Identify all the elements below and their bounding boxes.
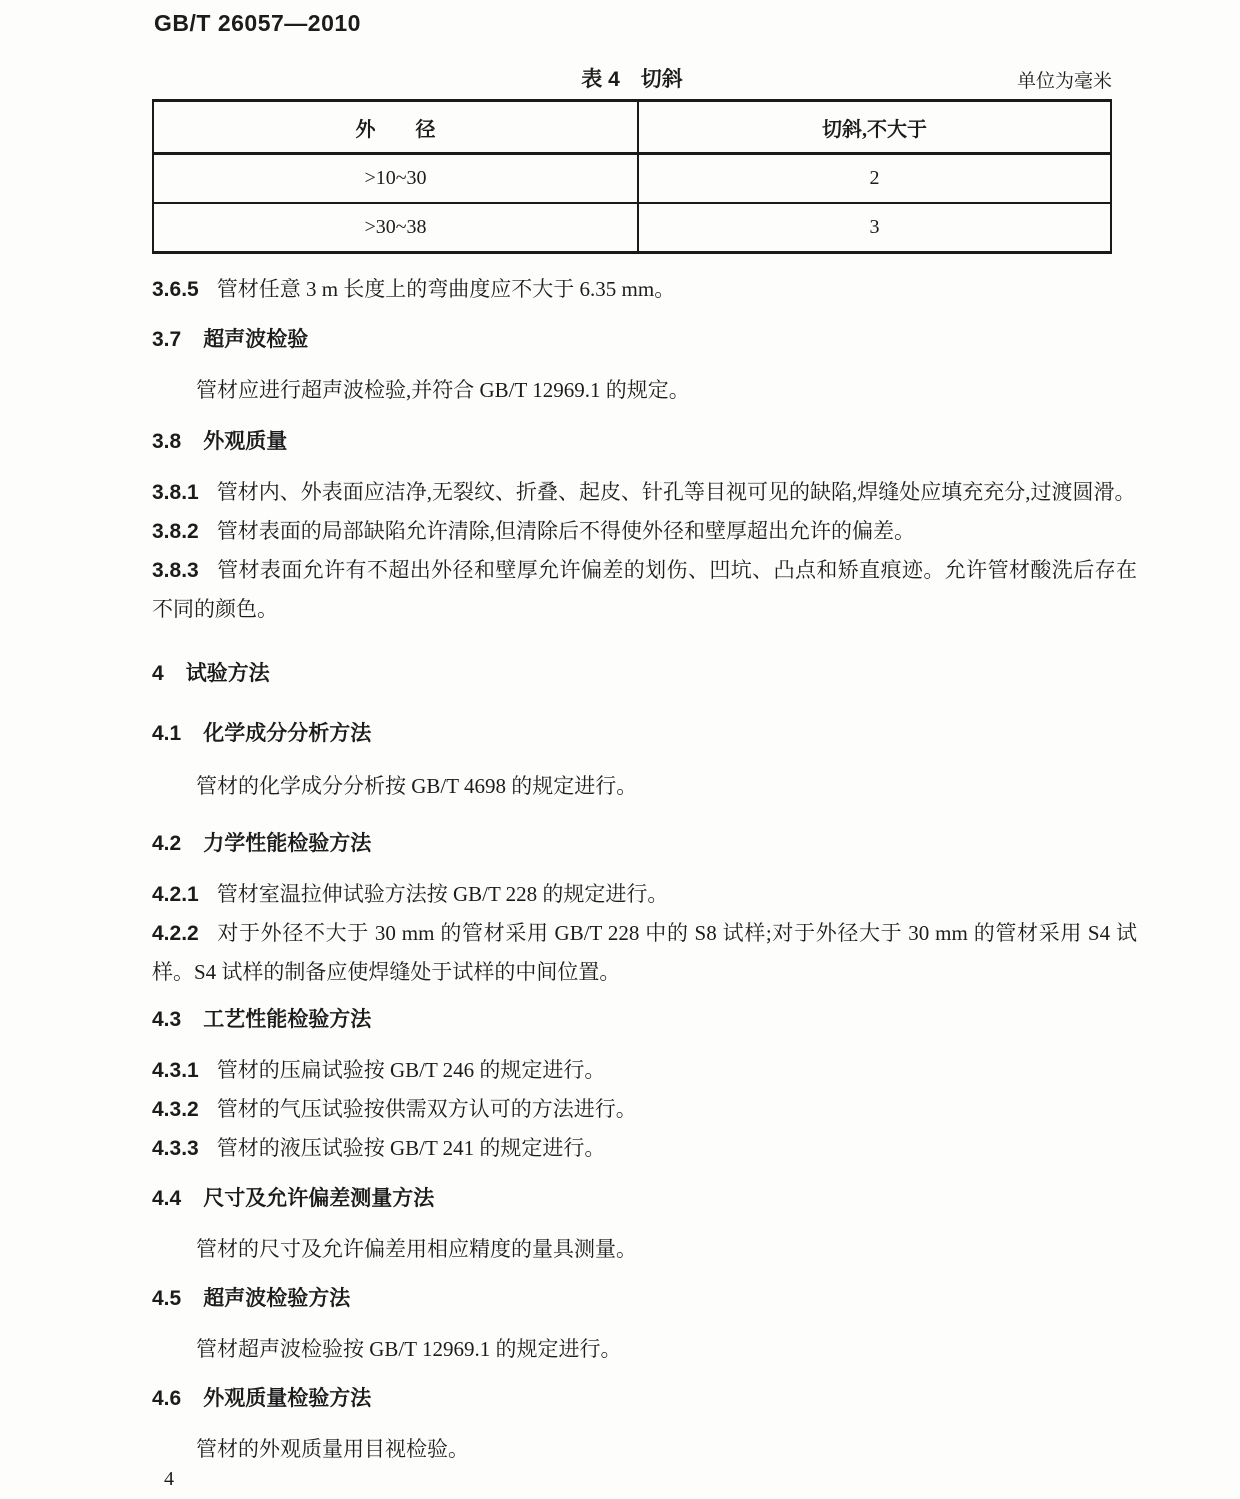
- cell-diameter-range: >10~30: [153, 154, 638, 204]
- clause-number: 3.8.1: [152, 481, 199, 504]
- section-number: 4.5: [152, 1287, 182, 1310]
- clause-3-8-3: [152, 551, 1137, 628]
- section-heading-3-7: [152, 321, 1137, 359]
- clause-text: 管材的液压试验按 GB/T 241 的规定进行。: [216, 1136, 606, 1160]
- clause-number: 4.3.3: [152, 1137, 199, 1160]
- paragraph-4-1: 管材的化学成分分析按 GB/T 4698 的规定进行。: [196, 774, 638, 798]
- section-title: 超声波检验方法: [203, 1287, 351, 1310]
- clause-number: 4.2.2: [152, 922, 199, 945]
- clause-4-2-1: [152, 875, 1137, 914]
- clause-4-3-3: [152, 1129, 1137, 1168]
- clause-text: 管材任意 3 m 长度上的弯曲度应不大于 6.35 mm。: [216, 277, 676, 301]
- section-number: 4.2: [152, 832, 182, 855]
- clause-number: 4.2.1: [152, 883, 199, 906]
- section-title: 超声波检验: [203, 328, 309, 351]
- column-header-outer-diameter: 外 径: [153, 101, 638, 154]
- clause-4-3-1: [152, 1051, 1137, 1090]
- section-heading-4-3: [152, 1001, 1137, 1039]
- section-number: 3.7: [152, 328, 182, 351]
- section-heading-4-2: [152, 825, 1137, 863]
- section-heading-4-4: [152, 1180, 1137, 1218]
- clause-number: 3.8.3: [152, 559, 199, 582]
- section-title: 化学成分分析方法: [203, 722, 372, 745]
- table-caption-row: [152, 63, 1112, 93]
- section-title: 力学性能检验方法: [203, 832, 372, 855]
- section-title: 外观质量检验方法: [203, 1387, 372, 1410]
- section-number: 4: [152, 662, 164, 685]
- clause-text: 管材表面允许有不超出外径和壁厚允许偏差的划伤、凹坑、凸点和矫直痕迹。允许管材酸洗后存在不同的颜色。: [152, 558, 1137, 621]
- clause-text: 管材室温拉伸试验方法按 GB/T 228 的规定进行。: [216, 882, 669, 906]
- clause-4-3-2: [152, 1090, 1137, 1129]
- clause-3-8-2: [152, 512, 1137, 551]
- clause-text: 管材内、外表面应洁净,无裂纹、折叠、起皮、针孔等目视可见的缺陷,焊缝处应填充充分,过渡圆滑。: [216, 480, 1136, 504]
- standard-number: GB/T 26057—2010: [154, 10, 361, 36]
- section-heading-4-1: [152, 715, 1137, 753]
- clause-text: 对于外径不大于 30 mm 的管材采用 GB/T 228 中的 S8 试样;对于外径大于 30 mm 的管材采用 S4 试样。S4 试样的制备应使焊缝处于试样的中间位置。: [152, 921, 1137, 984]
- section-title: 工艺性能检验方法: [203, 1008, 372, 1031]
- section-number: 3.8: [152, 430, 182, 453]
- paragraph-3-7: 管材应进行超声波检验,并符合 GB/T 12969.1 的规定。: [196, 378, 690, 402]
- section-title: 试验方法: [185, 662, 270, 685]
- table-header-row: [153, 101, 1111, 154]
- section-number: 4.1: [152, 722, 182, 745]
- clause-3-6-5: [152, 270, 1137, 309]
- clause-text: 管材的压扁试验按 GB/T 246 的规定进行。: [216, 1058, 606, 1082]
- clause-number: 4.3.2: [152, 1098, 199, 1121]
- page-number: 4: [164, 1468, 174, 1490]
- clause-number: 3.8.2: [152, 520, 199, 543]
- paragraph-4-6: 管材的外观质量用目视检验。: [196, 1437, 469, 1461]
- clause-text: 管材的气压试验按供需双方认可的方法进行。: [216, 1097, 637, 1121]
- column-header-cut-slant-max: 切斜,不大于: [638, 101, 1111, 154]
- table-row: [153, 154, 1111, 204]
- section-heading-4-5: [152, 1280, 1137, 1318]
- cell-diameter-range: >30~38: [153, 203, 638, 253]
- table-4-cut-slant: [152, 99, 1112, 254]
- section-number: 4.6: [152, 1387, 182, 1410]
- section-number: 4.3: [152, 1008, 182, 1031]
- section-title: 外观质量: [203, 430, 288, 453]
- clause-text: 管材表面的局部缺陷允许清除,但清除后不得使外径和壁厚超出允许的偏差。: [216, 519, 915, 543]
- table-caption: 表 4 切斜: [581, 68, 683, 91]
- clause-4-2-2: [152, 914, 1137, 991]
- section-heading-4-6: [152, 1380, 1137, 1418]
- section-heading-3-8: [152, 423, 1137, 461]
- section-number: 4.4: [152, 1187, 182, 1210]
- section-heading-4: [152, 655, 1137, 693]
- paragraph-4-4: 管材的尺寸及允许偏差用相应精度的量具测量。: [196, 1237, 637, 1261]
- table-unit-note: 单位为毫米: [1016, 71, 1112, 92]
- clause-number: 3.6.5: [152, 278, 199, 301]
- cell-cut-slant-value: 2: [638, 154, 1111, 204]
- paragraph-4-5: 管材超声波检验按 GB/T 12969.1 的规定进行。: [196, 1337, 622, 1361]
- cell-cut-slant-value: 3: [638, 203, 1111, 253]
- section-title: 尺寸及允许偏差测量方法: [203, 1187, 435, 1210]
- clause-3-8-1: [152, 473, 1137, 512]
- table-row: [153, 203, 1111, 253]
- clause-number: 4.3.1: [152, 1059, 199, 1082]
